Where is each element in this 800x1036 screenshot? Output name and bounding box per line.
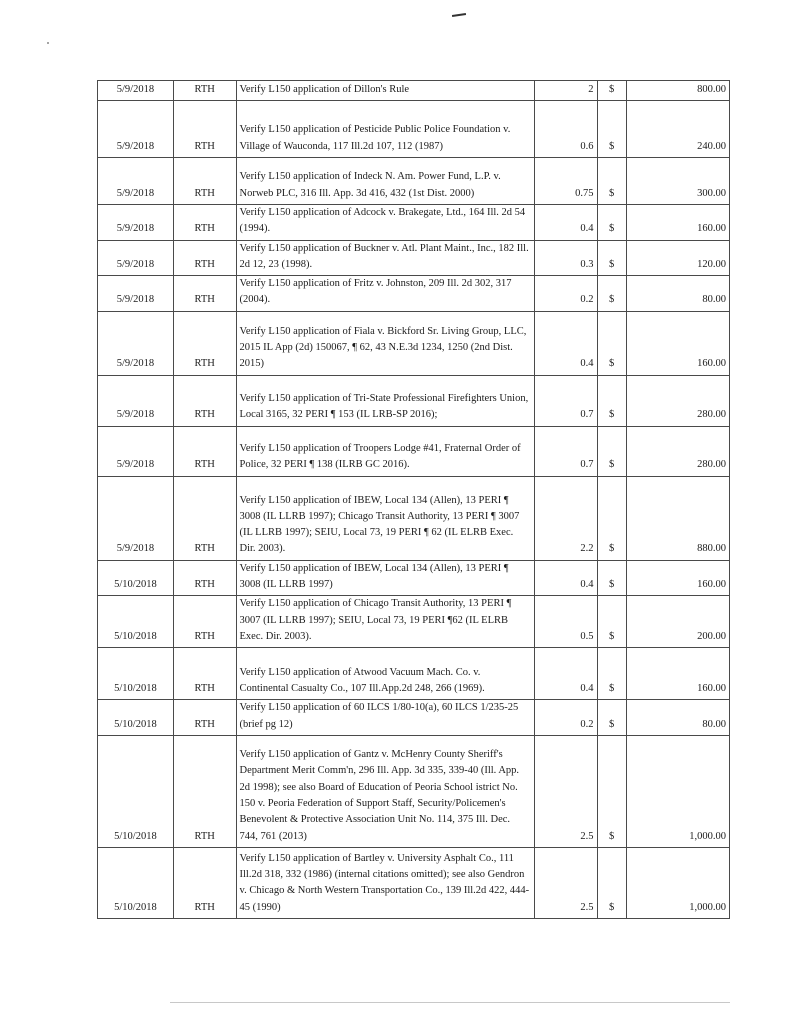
entry-currency: $: [597, 101, 626, 158]
entry-amount: 800.00: [626, 81, 729, 101]
entry-currency: $: [597, 426, 626, 476]
entry-description: Verify L150 application of Adcock v. Brakegate, Ltd., 164 Ill. 2d 54 (1994).: [236, 205, 534, 241]
entry-hours: 0.75: [534, 158, 597, 205]
entry-currency: $: [597, 81, 626, 101]
table-row: [98, 847, 730, 918]
entry-hours: 2.2: [534, 476, 597, 560]
entry-initials: RTH: [173, 476, 236, 560]
entry-currency: $: [597, 648, 626, 700]
entry-initials: RTH: [173, 240, 236, 276]
entry-amount: 1,000.00: [626, 847, 729, 918]
entry-description: Verify L150 application of Buckner v. Atl. Plant Maint., Inc., 182 Ill. 2d 12, 23 (1998).: [236, 240, 534, 276]
entry-initials: RTH: [173, 81, 236, 101]
entry-initials: RTH: [173, 311, 236, 375]
entry-hours: 2.5: [534, 735, 597, 847]
entry-description: Verify L150 application of Chicago Transit Authority, 13 PERI ¶ 3007 (IL LLRB 1997); SEIU, Local 73, 19 PERI ¶62 (IL ELRB Exec. Dir. 2003).: [236, 596, 534, 648]
entry-initials: RTH: [173, 426, 236, 476]
entry-hours: 0.5: [534, 596, 597, 648]
entry-currency: $: [597, 596, 626, 648]
entry-initials: RTH: [173, 375, 236, 426]
entry-description: Verify L150 application of Bartley v. University Asphalt Co., 111 Ill.2d 318, 332 (1986) (internal citations omitted); see also Gendron v. Chicago & North Western Transportation Co., 139 Ill.2d 422, 444-45 (1990): [236, 847, 534, 918]
entry-hours: 0.2: [534, 276, 597, 312]
entry-date: 5/9/2018: [98, 81, 174, 101]
entry-currency: $: [597, 205, 626, 241]
table-row: [98, 81, 730, 101]
scan-artifact-mark: [452, 13, 466, 17]
entry-initials: RTH: [173, 205, 236, 241]
entry-amount: 160.00: [626, 205, 729, 241]
entry-currency: $: [597, 276, 626, 312]
table-row: [98, 596, 730, 648]
entry-amount: 160.00: [626, 311, 729, 375]
table-row: [98, 240, 730, 276]
entry-currency: $: [597, 375, 626, 426]
entry-hours: 0.4: [534, 205, 597, 241]
table-row: [98, 648, 730, 700]
entry-hours: 2.5: [534, 847, 597, 918]
entry-description: Verify L150 application of Pesticide Public Police Foundation v. Village of Wauconda, 117 Ill.2d 107, 112 (1987): [236, 101, 534, 158]
entry-amount: 160.00: [626, 648, 729, 700]
entry-initials: RTH: [173, 560, 236, 596]
entry-currency: $: [597, 476, 626, 560]
entry-amount: 80.00: [626, 276, 729, 312]
entry-date: 5/10/2018: [98, 560, 174, 596]
table-row: [98, 205, 730, 241]
entry-amount: 200.00: [626, 596, 729, 648]
entry-amount: 160.00: [626, 560, 729, 596]
entry-currency: $: [597, 700, 626, 736]
entry-hours: 0.7: [534, 375, 597, 426]
table-row: [98, 101, 730, 158]
entry-description: Verify L150 application of Troopers Lodge #41, Fraternal Order of Police, 32 PERI ¶ 138 (ILRB GC 2016).: [236, 426, 534, 476]
entry-hours: 0.3: [534, 240, 597, 276]
entry-date: 5/9/2018: [98, 426, 174, 476]
table-row: [98, 735, 730, 847]
entry-date: 5/9/2018: [98, 375, 174, 426]
page-fold-line: [170, 1002, 730, 1003]
entry-date: 5/9/2018: [98, 476, 174, 560]
entry-date: 5/9/2018: [98, 276, 174, 312]
table-row: [98, 311, 730, 375]
entry-date: 5/9/2018: [98, 240, 174, 276]
entry-hours: 0.2: [534, 700, 597, 736]
entry-currency: $: [597, 735, 626, 847]
entry-currency: $: [597, 240, 626, 276]
scan-speck: [47, 42, 49, 44]
table-row: [98, 426, 730, 476]
entry-initials: RTH: [173, 648, 236, 700]
entry-amount: 240.00: [626, 101, 729, 158]
entry-hours: 0.4: [534, 560, 597, 596]
table-row: [98, 560, 730, 596]
entry-hours: 0.4: [534, 311, 597, 375]
entry-description: Verify L150 application of Tri-State Professional Firefighters Union, Local 3165, 32 PERI ¶ 153 (IL LRB-SP 2016);: [236, 375, 534, 426]
entry-date: 5/10/2018: [98, 596, 174, 648]
entry-date: 5/10/2018: [98, 700, 174, 736]
entry-initials: RTH: [173, 276, 236, 312]
table-row: [98, 476, 730, 560]
entry-description: Verify L150 application of Atwood Vacuum Mach. Co. v. Continental Casualty Co., 107 Ill.App.2d 248, 266 (1969).: [236, 648, 534, 700]
entry-initials: RTH: [173, 735, 236, 847]
entry-initials: RTH: [173, 101, 236, 158]
entry-currency: $: [597, 560, 626, 596]
entry-hours: 2: [534, 81, 597, 101]
entry-currency: $: [597, 847, 626, 918]
entry-description: Verify L150 application of Gantz v. McHenry County Sheriff's Department Merit Comm'n, 296 Ill. App. 3d 335, 339-40 (Ill. App. 2d 1998); see also Board of Education of Peoria School istrict No. 150 v. Peoria Federation of Support Staff, Security/Policemen's Benevolent & Protective Association Unit No. 114, 375 Ill. Dec. 744, 761 (2013): [236, 735, 534, 847]
entry-initials: RTH: [173, 158, 236, 205]
entry-description: Verify L150 application of 60 ILCS 1/80-10(a), 60 ILCS 1/235-25 (brief pg 12): [236, 700, 534, 736]
entry-hours: 0.6: [534, 101, 597, 158]
ledger-body: [98, 81, 730, 919]
entry-date: 5/9/2018: [98, 158, 174, 205]
entry-initials: RTH: [173, 847, 236, 918]
entry-description: Verify L150 application of Indeck N. Am. Power Fund, L.P. v. Norweb PLC, 316 Ill. App. 3d 416, 432 (1st Dist. 2000): [236, 158, 534, 205]
entry-currency: $: [597, 158, 626, 205]
entry-description: Verify L150 application of Fritz v. Johnston, 209 Ill. 2d 302, 317 (2004).: [236, 276, 534, 312]
entry-date: 5/9/2018: [98, 311, 174, 375]
table-row: [98, 158, 730, 205]
entry-description: Verify L150 application of IBEW, Local 134 (Allen), 13 PERI ¶ 3008 (IL LLRB 1997); Chicago Transit Authority, 13 PERI ¶ 3007 (IL LLRB 1997); SEIU, Local 73, 19 PERI ¶ 62 (IL ELRB Exec. Dir. 2003).: [236, 476, 534, 560]
entry-description: Verify L150 application of Fiala v. Bickford Sr. Living Group, LLC, 2015 IL App (2d) 150067, ¶ 62, 43 N.E.3d 1234, 1250 (2nd Dist. 2015): [236, 311, 534, 375]
entry-date: 5/9/2018: [98, 101, 174, 158]
entry-amount: 880.00: [626, 476, 729, 560]
entry-amount: 300.00: [626, 158, 729, 205]
entry-amount: 80.00: [626, 700, 729, 736]
entry-currency: $: [597, 311, 626, 375]
entry-description: Verify L150 application of Dillon's Rule: [236, 81, 534, 101]
entry-hours: 0.4: [534, 648, 597, 700]
entry-date: 5/9/2018: [98, 205, 174, 241]
table-row: [98, 700, 730, 736]
entry-amount: 280.00: [626, 375, 729, 426]
entry-initials: RTH: [173, 700, 236, 736]
entry-initials: RTH: [173, 596, 236, 648]
entry-amount: 1,000.00: [626, 735, 729, 847]
entry-date: 5/10/2018: [98, 847, 174, 918]
entry-hours: 0.7: [534, 426, 597, 476]
entry-amount: 280.00: [626, 426, 729, 476]
entry-date: 5/10/2018: [98, 735, 174, 847]
entry-description: Verify L150 application of IBEW, Local 134 (Allen), 13 PERI ¶ 3008 (IL LLRB 1997): [236, 560, 534, 596]
billing-ledger-table: [97, 80, 730, 919]
entry-amount: 120.00: [626, 240, 729, 276]
entry-date: 5/10/2018: [98, 648, 174, 700]
table-row: [98, 276, 730, 312]
table-row: [98, 375, 730, 426]
